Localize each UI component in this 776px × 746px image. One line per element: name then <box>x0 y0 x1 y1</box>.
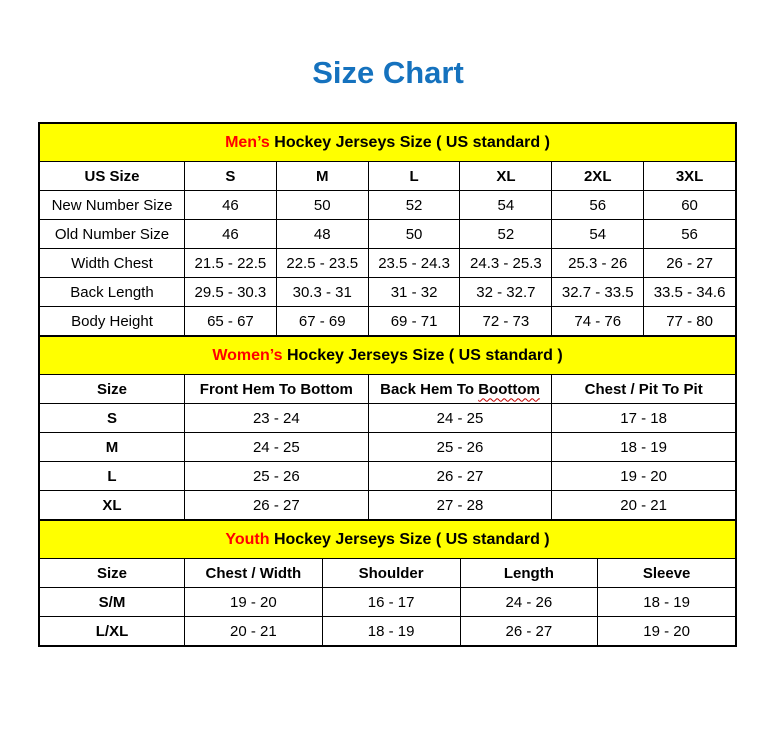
womens-value-cell: 23 - 24 <box>185 404 369 433</box>
womens-value-cell: 27 - 28 <box>368 491 552 520</box>
mens-value-cell: 67 - 69 <box>276 307 368 336</box>
row-label: New Number Size <box>40 191 185 220</box>
row-label: Width Chest <box>40 249 185 278</box>
youth-value-cell: 26 - 27 <box>460 617 598 646</box>
mens-column-header: M <box>276 162 368 191</box>
mens-value-cell: 50 <box>368 220 460 249</box>
mens-column-header: XL <box>460 162 552 191</box>
mens-value-cell: 32 - 32.7 <box>460 278 552 307</box>
youth-value-cell: 19 - 20 <box>185 588 323 617</box>
womens-value-cell: 17 - 18 <box>552 404 736 433</box>
row-label: Back Length <box>40 278 185 307</box>
youth-size-table <box>39 520 736 646</box>
mens-section-title <box>40 124 736 162</box>
mens-value-cell: 26 - 27 <box>644 249 736 278</box>
row-label: L/XL <box>40 617 185 646</box>
womens-value-cell: 25 - 26 <box>368 433 552 462</box>
youth-value-cell: 16 - 17 <box>322 588 460 617</box>
mens-value-cell: 52 <box>368 191 460 220</box>
page-title: Size Chart <box>312 55 464 90</box>
youth-value-cell: 18 - 19 <box>598 588 736 617</box>
row-label: L <box>40 462 185 491</box>
row-label: XL <box>40 491 185 520</box>
mens-column-header-row <box>40 162 736 191</box>
womens-value-cell: 20 - 21 <box>552 491 736 520</box>
mens-column-header: S <box>185 162 277 191</box>
womens-column-header: Chest / Pit To Pit <box>552 375 736 404</box>
column-header-text: Back Hem To <box>380 380 479 398</box>
womens-section-header <box>40 337 736 375</box>
womens-value-cell: 26 - 27 <box>185 491 369 520</box>
youth-value-cell: 19 - 20 <box>598 617 736 646</box>
mens-value-cell: 69 - 71 <box>368 307 460 336</box>
youth-column-header: Chest / Width <box>185 559 323 588</box>
womens-table-row <box>40 462 736 491</box>
youth-table-row <box>40 617 736 646</box>
mens-value-cell: 56 <box>552 191 644 220</box>
womens-value-cell: 26 - 27 <box>368 462 552 491</box>
mens-value-cell: 50 <box>276 191 368 220</box>
row-label: Old Number Size <box>40 220 185 249</box>
womens-column-header: Front Hem To Bottom <box>185 375 369 404</box>
youth-section-highlight: Youth <box>225 530 270 548</box>
mens-value-cell: 31 - 32 <box>368 278 460 307</box>
womens-table-row <box>40 433 736 462</box>
youth-section-header <box>40 521 736 559</box>
mens-value-cell: 22.5 - 23.5 <box>276 249 368 278</box>
womens-size-table <box>39 336 736 520</box>
mens-value-cell: 33.5 - 34.6 <box>644 278 736 307</box>
womens-column-header: Size <box>40 375 185 404</box>
womens-value-cell: 19 - 20 <box>552 462 736 491</box>
misspelled-word: Boottom <box>478 380 540 398</box>
womens-table-row <box>40 491 736 520</box>
mens-value-cell: 74 - 76 <box>552 307 644 336</box>
youth-column-header-row <box>40 559 736 588</box>
youth-value-cell: 24 - 26 <box>460 588 598 617</box>
youth-section-title <box>40 521 736 559</box>
mens-table-row <box>40 307 736 336</box>
mens-value-cell: 46 <box>185 191 277 220</box>
mens-value-cell: 21.5 - 22.5 <box>185 249 277 278</box>
mens-size-table <box>39 123 736 336</box>
womens-value-cell: 25 - 26 <box>185 462 369 491</box>
youth-column-header: Size <box>40 559 185 588</box>
youth-column-header: Shoulder <box>322 559 460 588</box>
size-chart <box>38 122 737 647</box>
mens-table-row <box>40 220 736 249</box>
mens-value-cell: 24.3 - 25.3 <box>460 249 552 278</box>
mens-value-cell: 48 <box>276 220 368 249</box>
womens-section-rest: Hockey Jerseys Size ( US standard ) <box>282 346 563 364</box>
mens-value-cell: 65 - 67 <box>185 307 277 336</box>
row-label: S/M <box>40 588 185 617</box>
mens-table-row <box>40 191 736 220</box>
youth-value-cell: 18 - 19 <box>322 617 460 646</box>
mens-value-cell: 60 <box>644 191 736 220</box>
mens-section-rest: Hockey Jerseys Size ( US standard ) <box>269 133 550 151</box>
mens-section-highlight: Men’s <box>225 133 270 151</box>
mens-value-cell: 30.3 - 31 <box>276 278 368 307</box>
mens-value-cell: 46 <box>185 220 277 249</box>
row-label: M <box>40 433 185 462</box>
womens-value-cell: 18 - 19 <box>552 433 736 462</box>
womens-table-row <box>40 404 736 433</box>
mens-column-header: 2XL <box>552 162 644 191</box>
mens-value-cell: 25.3 - 26 <box>552 249 644 278</box>
youth-section-rest: Hockey Jerseys Size ( US standard ) <box>269 530 550 548</box>
mens-value-cell: 54 <box>460 191 552 220</box>
mens-column-header: US Size <box>40 162 185 191</box>
youth-column-header: Length <box>460 559 598 588</box>
mens-value-cell: 32.7 - 33.5 <box>552 278 644 307</box>
youth-value-cell: 20 - 21 <box>185 617 323 646</box>
womens-value-cell: 24 - 25 <box>185 433 369 462</box>
mens-column-header: 3XL <box>644 162 736 191</box>
womens-column-header-row <box>40 375 736 404</box>
womens-section-highlight: Women’s <box>212 346 283 364</box>
row-label: Body Height <box>40 307 185 336</box>
womens-column-header <box>368 375 552 404</box>
size-chart-page <box>0 54 776 647</box>
mens-value-cell: 29.5 - 30.3 <box>185 278 277 307</box>
youth-table-row <box>40 588 736 617</box>
mens-value-cell: 52 <box>460 220 552 249</box>
womens-section-title <box>40 337 736 375</box>
mens-section-header <box>40 124 736 162</box>
mens-table-row <box>40 278 736 307</box>
mens-value-cell: 54 <box>552 220 644 249</box>
mens-column-header: L <box>368 162 460 191</box>
mens-value-cell: 56 <box>644 220 736 249</box>
youth-column-header: Sleeve <box>598 559 736 588</box>
mens-value-cell: 77 - 80 <box>644 307 736 336</box>
row-label: S <box>40 404 185 433</box>
womens-value-cell: 24 - 25 <box>368 404 552 433</box>
mens-value-cell: 72 - 73 <box>460 307 552 336</box>
mens-value-cell: 23.5 - 24.3 <box>368 249 460 278</box>
mens-table-row <box>40 249 736 278</box>
